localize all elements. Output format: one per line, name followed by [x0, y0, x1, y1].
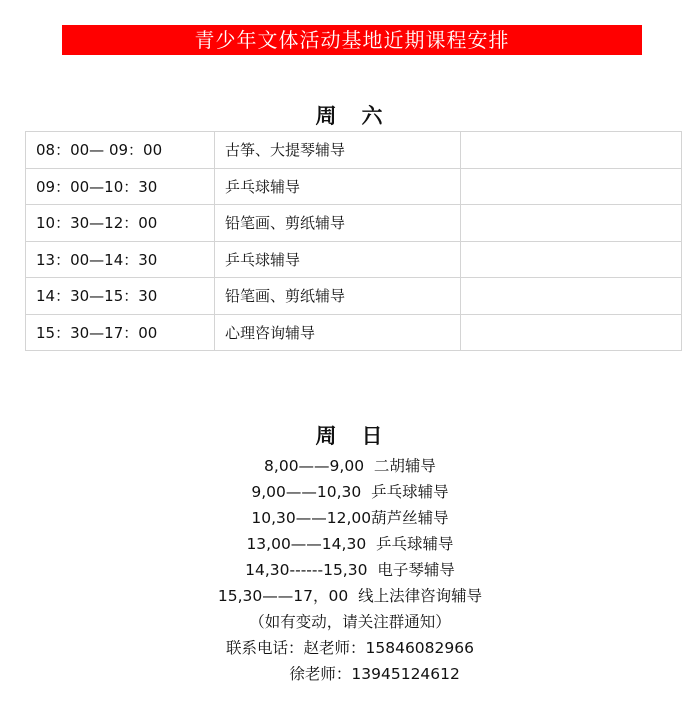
table-row [26, 168, 682, 205]
sunday-line: 13,00——14,30 乒乓球辅导 [246, 535, 454, 553]
time-cell: 14：30—15：30 [26, 278, 215, 315]
contact-line: 联系电话：赵老师：15846082966 [226, 639, 474, 657]
table-row [26, 205, 682, 242]
notice-text: （如有变动，请关注群通知） [249, 613, 451, 631]
sunday-heading: 周 日 [315, 424, 385, 448]
course-cell: 古筝、大提琴辅导 [215, 132, 461, 169]
table-row [26, 278, 682, 315]
time-cell: 09：00—10：30 [26, 168, 215, 205]
note-cell [461, 314, 682, 351]
time-cell: 15：30—17：00 [26, 314, 215, 351]
course-cell: 乒乓球辅导 [215, 241, 461, 278]
course-cell: 心理咨询辅导 [215, 314, 461, 351]
note-cell [461, 241, 682, 278]
contact-line: 徐老师：13945124612 [240, 665, 460, 683]
sunday-line: 9,00——10,30 乒乓球辅导 [251, 483, 449, 501]
sunday-line: 15,30——17，00 线上法律咨询辅导 [217, 587, 483, 605]
note-cell [461, 168, 682, 205]
time-cell: 10：30—12：00 [26, 205, 215, 242]
sunday-line: 8,00——9,00 二胡辅导 [264, 457, 436, 475]
course-cell: 乒乓球辅导 [215, 168, 461, 205]
table-row [26, 132, 682, 169]
course-cell: 铅笔画、剪纸辅导 [215, 205, 461, 242]
saturday-schedule-table [25, 131, 682, 351]
note-cell [461, 205, 682, 242]
note-cell [461, 132, 682, 169]
sunday-line: 10,30——12,00葫芦丝辅导 [251, 509, 449, 527]
course-cell: 铅笔画、剪纸辅导 [215, 278, 461, 315]
time-cell: 08：00— 09：00 [26, 132, 215, 169]
page-title-banner: 青少年文体活动基地近期课程安排 [62, 25, 642, 55]
note-cell [461, 278, 682, 315]
time-cell: 13：00—14：30 [26, 241, 215, 278]
saturday-heading: 周 六 [315, 104, 385, 128]
sunday-line: 14,30------15,30 电子琴辅导 [245, 561, 455, 579]
table-row [26, 314, 682, 351]
sunday-schedule-list [0, 453, 700, 687]
table-row [26, 241, 682, 278]
